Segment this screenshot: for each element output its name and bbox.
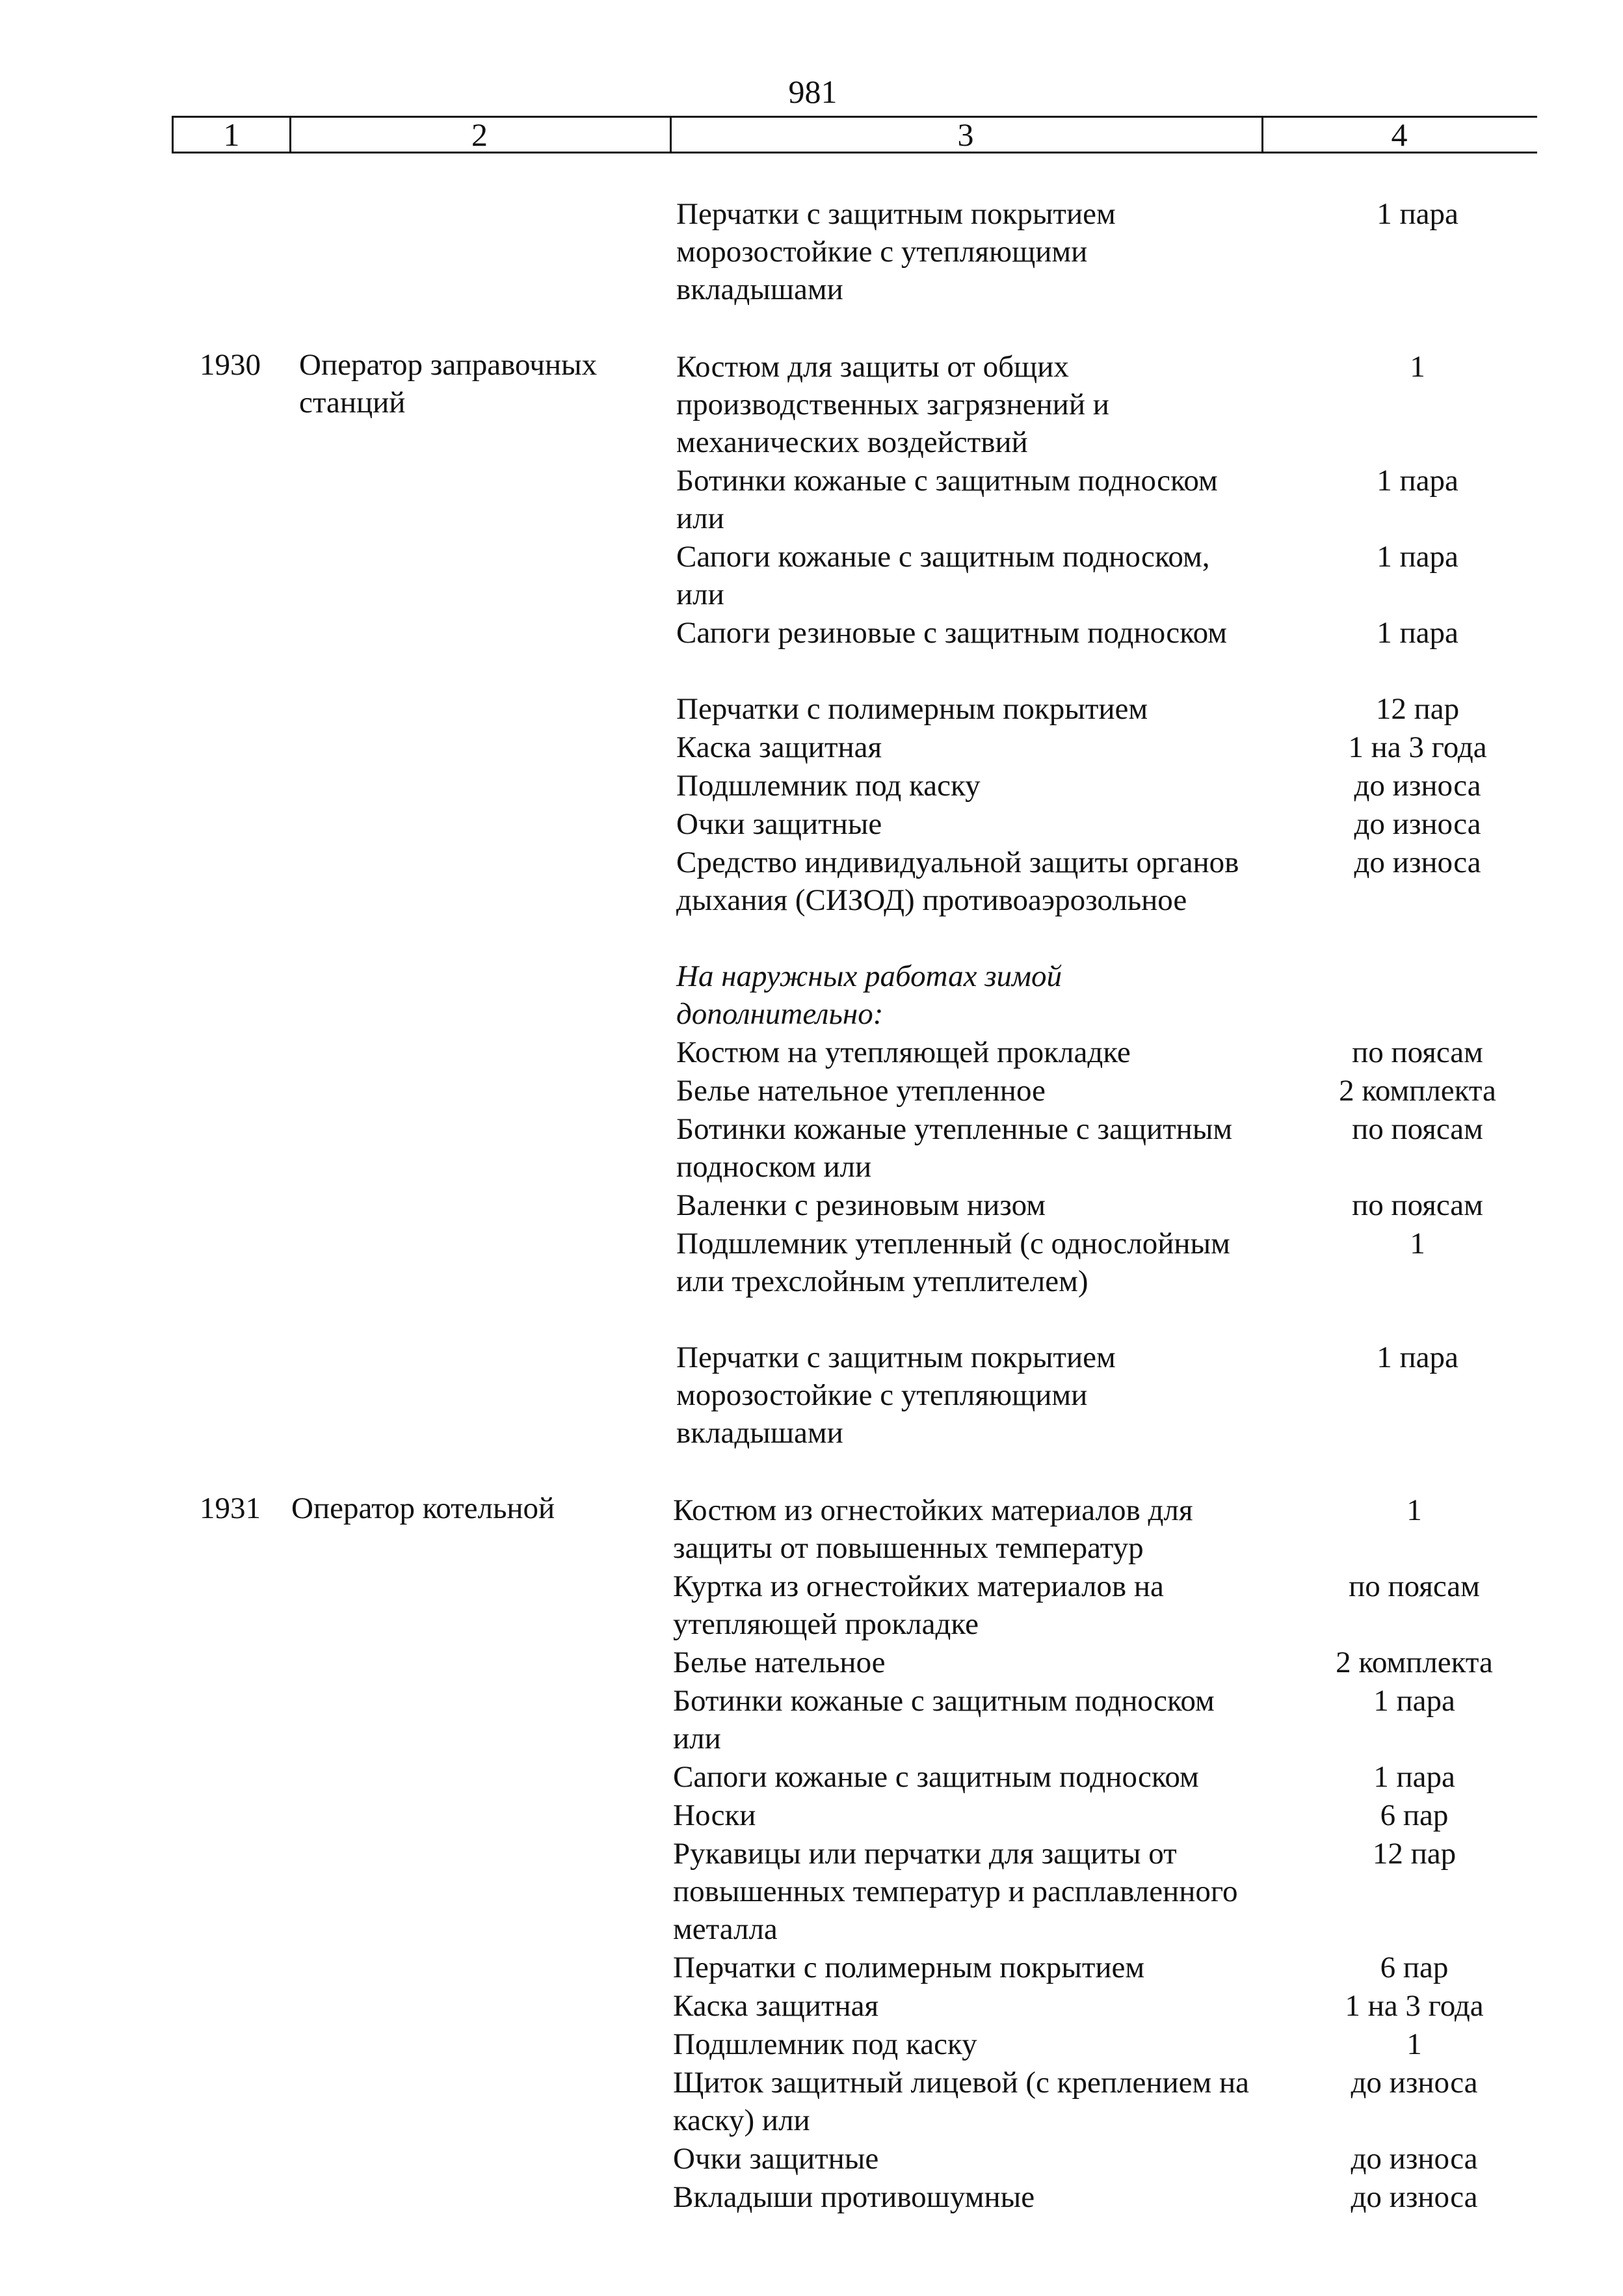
item-name: Костюм на утепляющей прокладке	[676, 1035, 1131, 1069]
table-row	[676, 767, 1548, 805]
item-name: Каска защитная	[676, 730, 882, 764]
item-name: Подшлемник под каску	[673, 2027, 977, 2061]
table-row	[673, 1644, 1544, 1681]
column-header-3: 3	[670, 118, 1263, 152]
item-quantity: до износа	[1351, 2142, 1478, 2176]
item-quantity: 1 пара	[1373, 1760, 1455, 1794]
table-row	[673, 1987, 1544, 2025]
item-quantity: 12 пар	[1372, 1837, 1457, 1871]
table-row	[673, 2025, 1544, 2063]
entry-number: 1931	[200, 1491, 261, 1525]
table-row	[673, 1682, 1544, 1757]
item-name: Щиток защитный лицевой (с креплением на каску) или	[673, 2066, 1250, 2137]
item-quantity: 1 пара	[1377, 1341, 1458, 1374]
item-quantity: по поясам	[1349, 1569, 1480, 1603]
item-quantity: 1	[1410, 1227, 1425, 1261]
item-name: Очки защитные	[676, 807, 882, 841]
table-row	[673, 1835, 1544, 1948]
table-row	[676, 728, 1548, 766]
item-quantity: 1	[1406, 2027, 1422, 2061]
table-row	[673, 2140, 1544, 2178]
item-name: Ботинки кожаные утепленные с защитным подноском или	[676, 1112, 1233, 1184]
item-name: Сапоги резиновые с защитным подноском	[676, 616, 1227, 650]
table-row	[673, 2064, 1544, 2139]
table-row	[676, 1110, 1548, 1186]
item-quantity: 12 пар	[1375, 692, 1460, 726]
column-header-4: 4	[1391, 116, 1408, 153]
item-name: Сапоги кожаные с защитным подноском	[673, 1760, 1199, 1794]
table-row	[676, 348, 1548, 461]
item-quantity: 1 на 3 года	[1345, 1989, 1484, 2023]
item-name: Вкладыши противошумные	[673, 2180, 1035, 2214]
item-quantity: 1 на 3 года	[1348, 730, 1487, 764]
item-name: Ботинки кожаные с защитным подноском или	[676, 464, 1218, 535]
item-name: Сапоги кожаные с защитным подноском, или	[676, 540, 1210, 611]
table-row	[676, 1034, 1548, 1071]
table-row	[673, 1568, 1544, 1643]
item-name: Белье нательное	[673, 1646, 886, 1679]
section-note: На наружных работах зимой дополнительно:	[676, 959, 1062, 1031]
table-row	[676, 195, 1548, 308]
table-row	[673, 1949, 1544, 1986]
item-quantity: до износа	[1354, 807, 1481, 841]
item-name: Куртка из огнестойких материалов на утепляющей прокладке	[673, 1569, 1164, 1641]
item-name: Очки защитные	[673, 2142, 879, 2176]
item-name: Рукавицы или перчатки для защиты от повышенных температур и расплавленного металла	[673, 1837, 1238, 1946]
table-row	[676, 957, 1548, 1033]
item-name: Костюм из огнестойких материалов для защиты от повышенных температур	[673, 1493, 1193, 1565]
item-name: Валенки с резиновым низом	[676, 1188, 1046, 1222]
item-name: Подшлемник под каску	[676, 769, 981, 803]
item-quantity: до износа	[1354, 769, 1481, 803]
profession-name: Оператор котельной	[291, 1491, 555, 1525]
column-header-2: 2	[289, 118, 672, 152]
item-name: Перчатки с полимерным покрытием	[676, 692, 1148, 726]
item-name: Перчатки с защитным покрытием морозостойкие с утепляющими вкладышами	[676, 1341, 1116, 1450]
item-quantity: до износа	[1354, 846, 1481, 879]
item-name: Каска защитная	[673, 1989, 879, 2023]
item-quantity: 1 пара	[1377, 197, 1458, 231]
table-row	[676, 1225, 1548, 1300]
item-name: Носки	[673, 1798, 756, 1832]
item-quantity: по поясам	[1352, 1112, 1483, 1146]
item-quantity: 2 комплекта	[1339, 1074, 1496, 1108]
table-row	[676, 1072, 1548, 1110]
item-quantity: по поясам	[1352, 1188, 1483, 1222]
item-quantity: 1 пара	[1377, 616, 1458, 650]
item-quantity: 1 пара	[1377, 464, 1458, 498]
table-row	[676, 805, 1548, 843]
item-quantity: по поясам	[1352, 1035, 1483, 1069]
table-row	[676, 1339, 1548, 1452]
item-name: Перчатки с полимерным покрытием	[673, 1951, 1145, 1984]
item-name: Белье нательное утепленное	[676, 1074, 1046, 1108]
table-row	[676, 844, 1548, 919]
column-header-row	[172, 116, 1537, 154]
column-header-1: 1	[174, 118, 291, 152]
item-name: Ботинки кожаные с защитным подноском или	[673, 1684, 1215, 1755]
item-quantity: 1	[1406, 1493, 1422, 1527]
item-quantity: до износа	[1351, 2180, 1478, 2214]
item-quantity: 1	[1410, 350, 1425, 384]
page-number: 981	[788, 73, 838, 110]
table-row	[676, 462, 1548, 537]
table-row	[673, 1796, 1544, 1834]
table-row	[676, 614, 1548, 652]
item-quantity: до износа	[1351, 2066, 1478, 2100]
item-name: Костюм для защиты от общих производственных загрязнений и механических воздействий	[676, 350, 1109, 459]
entry-number: 1930	[200, 348, 261, 382]
profession-name: Оператор заправочных станций	[299, 348, 598, 420]
table-row	[676, 538, 1548, 613]
item-name: Перчатки с защитным покрытием морозостойкие с утепляющими вкладышами	[676, 197, 1116, 306]
item-quantity: 6 пар	[1380, 1951, 1449, 1984]
table-row	[676, 1186, 1548, 1224]
item-quantity: 6 пар	[1380, 1798, 1449, 1832]
table-row	[676, 690, 1548, 728]
item-name: Средство индивидуальной защиты органов дыхания (СИЗОД) противоаэрозольное	[676, 846, 1239, 917]
item-quantity: 1 пара	[1373, 1684, 1455, 1718]
item-quantity: 1 пара	[1377, 540, 1458, 574]
item-name: Подшлемник утепленный (с однослойным или трехслойным утеплителем)	[676, 1227, 1230, 1298]
table-row	[673, 1758, 1544, 1796]
table-row	[673, 2178, 1544, 2216]
table-row	[673, 1491, 1544, 1567]
item-quantity: 2 комплекта	[1336, 1646, 1493, 1679]
